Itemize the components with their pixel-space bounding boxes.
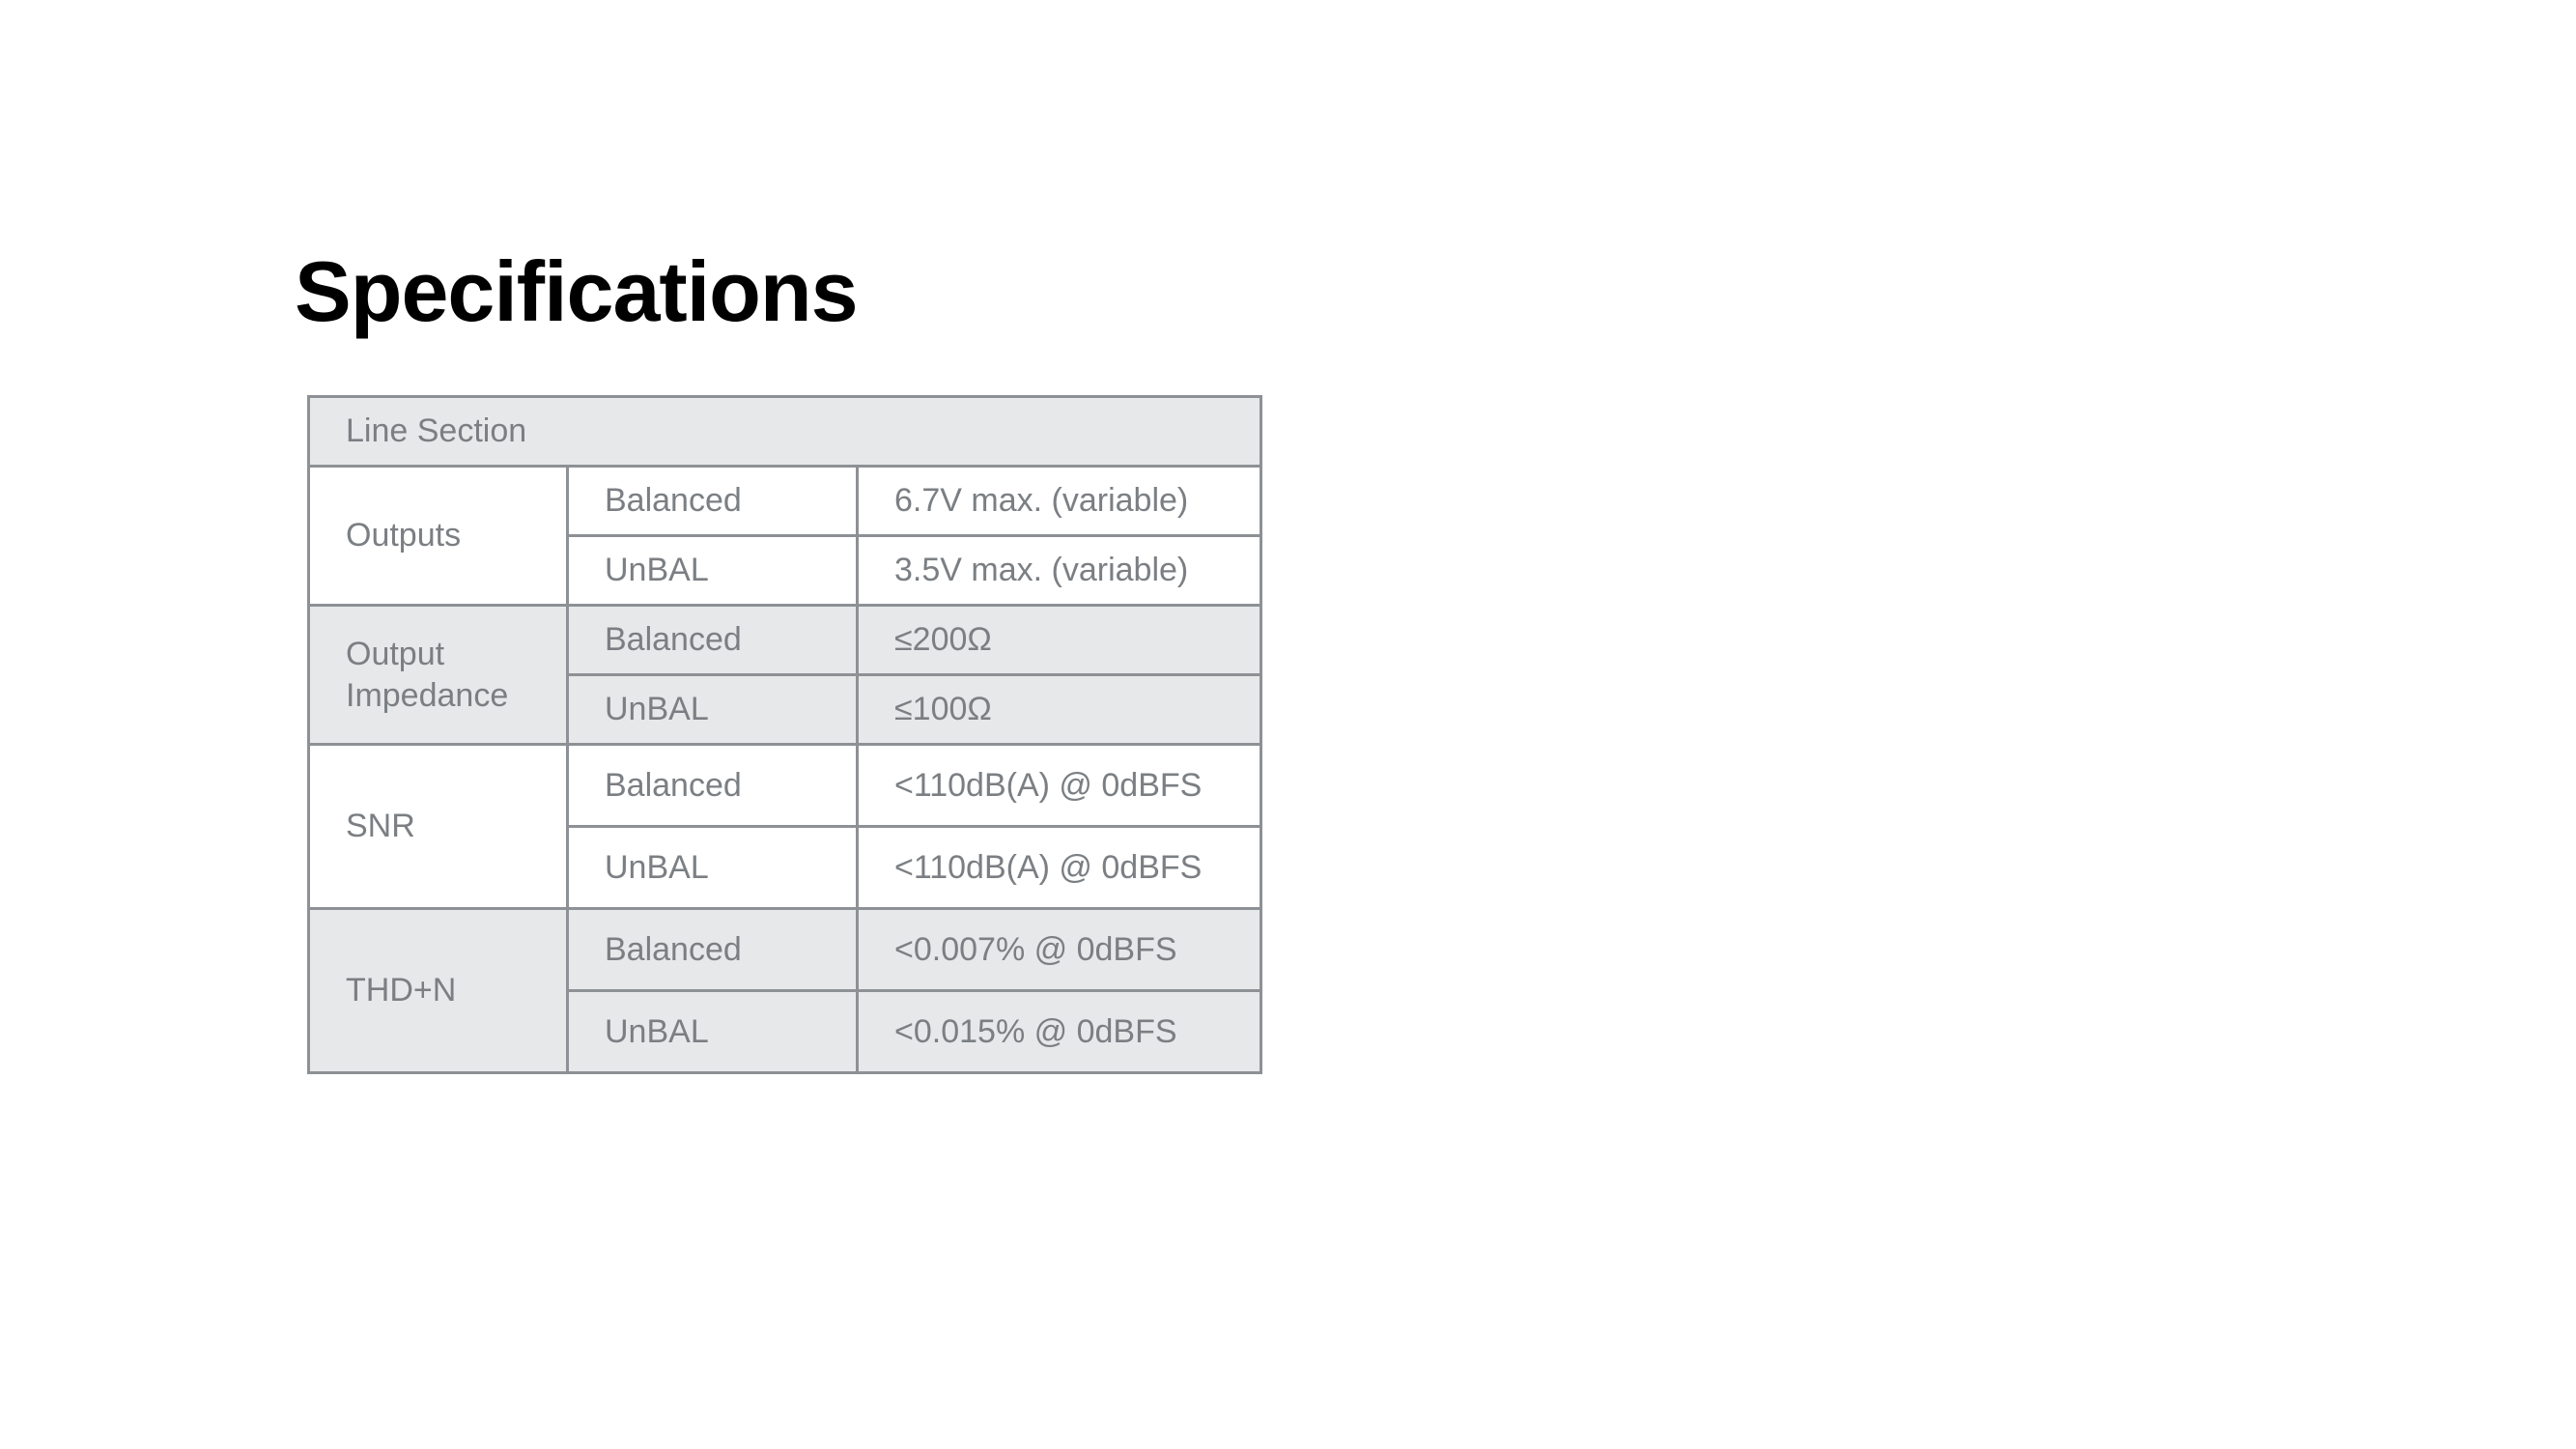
row-type: UnBAL xyxy=(568,536,858,606)
page-title: Specifications xyxy=(295,243,858,339)
row-value: <110dB(A) @ 0dBFS xyxy=(858,745,1261,827)
row-type: Balanced xyxy=(568,467,858,536)
row-type: Balanced xyxy=(568,745,858,827)
table-row xyxy=(309,745,1261,827)
row-value: 6.7V max. (variable) xyxy=(858,467,1261,536)
row-type: UnBAL xyxy=(568,827,858,909)
group-label-snr: SNR xyxy=(309,745,568,909)
group-label-outputs: Outputs xyxy=(309,467,568,606)
row-type: Balanced xyxy=(568,909,858,991)
table-row xyxy=(309,606,1261,675)
group-label-thd-n: THD+N xyxy=(309,909,568,1073)
section-header-row xyxy=(309,397,1261,467)
row-value: 3.5V max. (variable) xyxy=(858,536,1261,606)
row-value: ≤200Ω xyxy=(858,606,1261,675)
section-header: Line Section xyxy=(309,397,1261,467)
table-row xyxy=(309,467,1261,536)
specifications-table xyxy=(307,395,1262,1074)
row-type: UnBAL xyxy=(568,991,858,1073)
group-label-output-impedance: Output Impedance xyxy=(309,606,568,745)
row-value: <110dB(A) @ 0dBFS xyxy=(858,827,1261,909)
row-value: ≤100Ω xyxy=(858,675,1261,745)
row-value: <0.015% @ 0dBFS xyxy=(858,991,1261,1073)
row-type: Balanced xyxy=(568,606,858,675)
row-value: <0.007% @ 0dBFS xyxy=(858,909,1261,991)
row-type: UnBAL xyxy=(568,675,858,745)
table-row xyxy=(309,909,1261,991)
